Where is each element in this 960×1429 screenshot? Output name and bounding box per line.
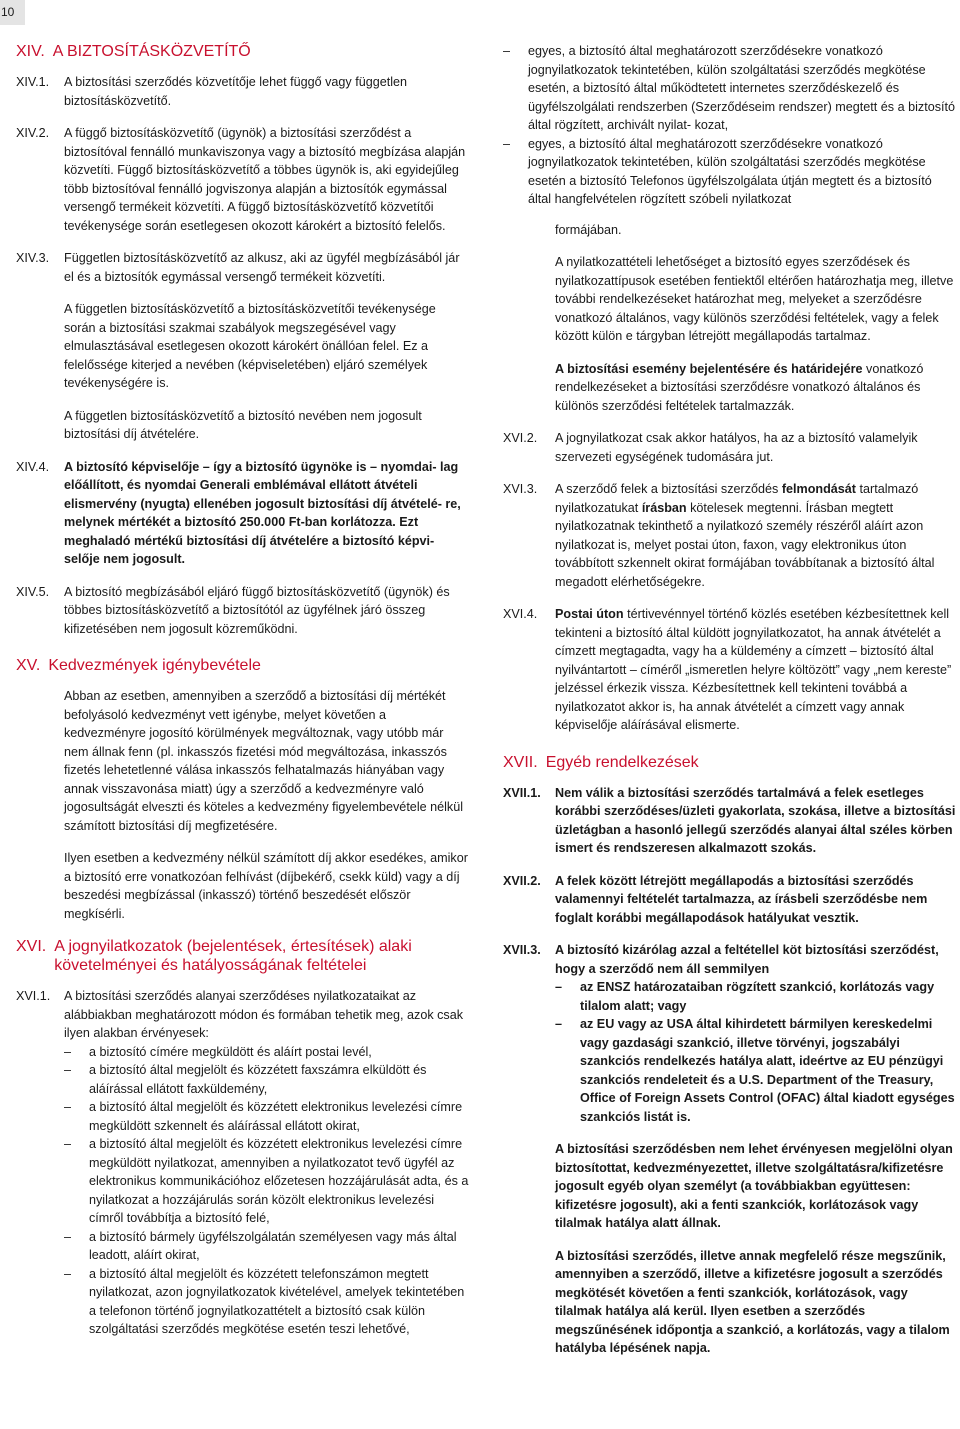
sanctions-list bbox=[555, 978, 957, 1126]
list-item: – a biztosító által megjelölt és közzétett telefonszámon megtett nyilatkozat, azon jognyilatkozatok kivételével, amelyek tekintetében a telefonon történő jognyilatkozattételt a biztosító csak külön szolgáltatási szerződés megkötése esetén teszi lehetővé, bbox=[64, 1265, 470, 1339]
clause-body bbox=[64, 987, 470, 1339]
text-run: A szerződő felek a biztosítási szerződés bbox=[555, 482, 782, 496]
paragraph: A nyilatkozattételi lehetőséget a biztosító egyes szerződések és nyilatkozattípusok esetében fentiektől eltérően határozhatja meg, illetve további rendelkezéseket határozhat meg, melyeket a szerződésre vonatkozó általános, vagy különös szerződési feltételek, vagy a felek között külön e tárgyban létrejött megállapodás tartalmaz. bbox=[555, 255, 954, 343]
clause-xiv-2 bbox=[16, 124, 470, 235]
text-run: tartalmazó nyilatkozatukat bbox=[555, 482, 919, 515]
clause-number: XIV.3. bbox=[16, 251, 50, 265]
list-item: – egyes, a biztosító által meghatározott szerződésekre vonatkozó jognyilatkozatok tekintetében, külön szolgáltatási szerződés megkötése esetén a biztosító Telefonos ügyfélszolgálata útján megtett és a biztosító által hangfelvételen rögzített szóbeli nyilatkozat bbox=[503, 135, 957, 209]
clause-xvi-2 bbox=[503, 429, 957, 466]
section-heading-xiv bbox=[16, 42, 470, 61]
clause-xvi-1 bbox=[16, 987, 470, 1339]
section-number: XVII. bbox=[503, 753, 538, 771]
clause-number: XVI.2. bbox=[503, 431, 538, 445]
declaration-forms-list-b bbox=[503, 42, 957, 209]
section-xv-body bbox=[64, 687, 470, 923]
paragraph: A biztosítási szerződésben nem lehet érvényesen megjelölni olyan biztosítottat, kedvezményezettet, illetve szolgáltatásra/kifizetésre jogosult egyéb olyan személyt (a továbbiakban együttesen: kifizetésre jogosult), aki a fenti szankciók, korlátozások vagy tilalmak hatálya alatt állnak. bbox=[555, 1142, 953, 1230]
bold-phrase: A biztosítási esemény bejelentésére és határidejére bbox=[555, 361, 863, 376]
list-item: – a biztosító által megjelölt és közzétett faxszámra elküldött és aláírással ellátott faxküldemény, bbox=[64, 1061, 470, 1098]
paragraph: Független biztosításközvetítő az alkusz, aki az ügyfél megbízásából jár el és a biztosítók egymással versengő termékeit közvetíti. bbox=[64, 251, 460, 284]
list-item: – az ENSZ határozataiban rögzített szankció, korlátozás vagy tilalom alatt; vagy bbox=[555, 978, 957, 1015]
clause-number: XVII.3. bbox=[503, 943, 541, 957]
list-item: – egyes, a biztosító által meghatározott szerződésekre vonatkozó jognyilatkozatok tekintetében, külön szolgáltatási szerződés megkötése esetén, a biztosító által működtetett internetes szerződéskezelő és ügyfélszolgálati rendszerben (Szerződéseim rendszer) megtett és a biztosító által rögzített, archivált nyilat- kozat, bbox=[503, 42, 957, 135]
clause-number: XIV.5. bbox=[16, 584, 50, 599]
clause-intro: A biztosító kizárólag azzal a feltétellel köt biztosítási szerződést, hogy a szerződő nem áll semmilyen bbox=[555, 943, 939, 976]
text-run: tértivevénnyel történő közlés esetében kézbesítettnek kell tekinteni a biztosító által küldött jognyilatkozatot, ha annak átvételét a címzett megtagadta, vagy ha a küldemény a címzett – biztosító által nyilvántartott – címéről „ismeretlen helyre költözött” vagy „nem kereste” jelzéssel érkezik vissza. Kézbesítettnek kell tekinteni továbbá a nyilatkozatot akkor is, ha annak átvételét a címzett vagy annak képviselője aláírásával elismerte. bbox=[555, 607, 952, 732]
clause-text-bold: Nem válik a biztosítási szerződés tartalmává a felek esetleges korábbi szerződéses/üzleti gyakorlata, szokása, illetve a biztosítási üzletágban a hasonló jellegű szerződés alanyai által széles körben ismert és rendszeresen alkalmazott szokás. bbox=[555, 785, 956, 855]
bold-phrase: Postai úton bbox=[555, 607, 624, 621]
list-item: – a biztosító bármely ügyfélszolgálatán személyesen vagy más által leadott, aláírt okirat, bbox=[64, 1228, 470, 1265]
section-title: A jognyilatkozatok (bejelentések, értesítések) alaki követelményei és hatályosságának feltételei bbox=[54, 938, 412, 974]
list-item: – a biztosító által megjelölt és közzétett elektronikus levelezési címre megküldött nyilatkozat, amennyiben a nyilatkozatot tevő ügyfél az elektronikus kommunikációhoz előzetesen hozzájárulását adta, és a nyilatkozat a hozzájárulás során közölt elektronikus levelezési címről továbbítja a biztosító felé, bbox=[64, 1135, 470, 1228]
clause-number: XVII.1. bbox=[503, 785, 541, 800]
clause-body-bold bbox=[555, 941, 957, 1358]
clause-text: A biztosító megbízásából eljáró függő biztosításközvetítő (ügynök) és többes biztosításközvetítő a biztosítótól az ügyfélnek járó összeg kifizetésében nem jogosult közreműködni. bbox=[64, 584, 450, 636]
clause-xvi-1-continued bbox=[528, 42, 957, 415]
clause-xvi-4 bbox=[503, 605, 957, 735]
section-title: Kedvezmények igénybevétele bbox=[48, 657, 261, 674]
section-number: XIV. bbox=[16, 43, 45, 60]
paragraph: A független biztosításközvetítő a biztosításközvetítői tevékenysége során a biztosítási szakmai szabályok megszegésével vagy elmulasztásával esetlegesen okozott károkért önállóan felel. Ez a felelőssége kiterjed a nevében (képviseletében) eljáró személyek tevékenységére is. bbox=[64, 302, 436, 390]
paragraph: A biztosítási szerződés, illetve annak megfelelő része megszűnik, amennyiben a szerződő, illetve a kifizetésre jogosult a szerződés megkötését követően a fenti szankciók, korlátozások, vagy tilalmak hatálya alá kerül. Ilyen esetben a szerződés megszűnésének időpontja a szankció, a korlátozás, vagy a tilalom hatályba lépésének napja. bbox=[555, 1248, 950, 1355]
section-number: XVI. bbox=[16, 938, 47, 955]
clause-number: XVI.1. bbox=[16, 989, 51, 1003]
clause-number: XIV.2. bbox=[16, 126, 50, 140]
clause-text-bold: A biztosító képviselője – így a biztosító ügynöke is – nyomdai- lag előállított, és nyomdai Generali emblémával ellátott átvételi elismervény (nyugta) ellenében jogosult biztosítási díj átvételé- re, melynek mértékét a biztosító 250.000 Ft-ban korlátozza. Ezt meghaladó mértékű biztosítási díj átvételére a biztosító képvi- selője nem jogosult. bbox=[64, 459, 461, 566]
paragraph: Abban az esetben, amennyiben a szerződő a biztosítási díj mértékét befolyásoló kedvezményt vett igénybe, melyet követően a kedvezményre jogosító körülmények megváltoznak, vagy utóbb már nem állnak fenn (pl. inkasszós fizetési mód megváltozása, inkasszós fizetés lehetetlenné válása inkasszós felhatalmazás hiányában vagy annak visszavonása miatt) úgy a szerződő a kedvezményre való jogosultságát elveszti és köteles a kedvezmény figyelembevétele nélkül számított biztosítási díj megfizetésére. bbox=[64, 689, 464, 833]
clause-xvii-2 bbox=[503, 872, 957, 928]
clause-body bbox=[64, 249, 470, 444]
page-number: 10 bbox=[0, 0, 25, 25]
section-heading-xvi bbox=[16, 937, 470, 975]
clause-text: A függő biztosításközvetítő (ügynök) a biztosítási szerződést a biztosítóval fennálló munkaviszonya vagy a biztosító megbízása alapján közvetíti. Függő biztosításközvetítő a többes ügynök is, aki egyidejűleg több biztosítóval fennálló jogviszonya alapján a biztosítók egymással versengő termékeit közvetíti. A függő biztosításközvetítő közvetítői tevékenysége során esetlegesen okozott károkért a biztosító felelős. bbox=[64, 126, 466, 233]
paragraph: Ilyen esetben a kedvezmény nélkül számított díj akkor esedékes, amikor a biztosító erre vonatkozóan felhívást (díjbekérő, csekk küld) vagy a díj beszedési megbízással (inkasszó) történő beszedését először megkísérli. bbox=[64, 851, 468, 921]
text-run: vonatkozó rendelkezéseket a biztosítási szerződésre vonatkozó általános és különös szerződési feltételek tartalmazzák. bbox=[555, 361, 924, 413]
clause-number: XIV.4. bbox=[16, 459, 50, 474]
clause-xiv-3 bbox=[16, 249, 470, 444]
clause-xvii-3 bbox=[503, 941, 957, 1358]
clause-number: XIV.1. bbox=[16, 75, 50, 89]
clause-text: A jognyilatkozat csak akkor hatályos, ha az a biztosító valamelyik szervezeti egységének tudomására jut. bbox=[555, 431, 918, 464]
clause-xvi-3 bbox=[503, 480, 957, 591]
list-item: – a biztosító címére megküldött és aláírt postai levél, bbox=[64, 1043, 470, 1062]
section-heading-xvii bbox=[503, 753, 957, 772]
clause-body bbox=[555, 605, 957, 735]
clause-body bbox=[555, 480, 957, 591]
clause-xiv-5 bbox=[16, 583, 470, 639]
bold-phrase: írásban bbox=[641, 500, 687, 515]
clause-number: XVI.4. bbox=[503, 607, 538, 621]
clause-number: XVI.3. bbox=[503, 482, 538, 496]
text-run: kötelesek megtenni. Írásban megtett nyilatkozatnak tekinthető a nyilatkozó személy részéről aláírt azon nyilatkozat is, melyet postai úton, faxon, vagy elektronikus úton továbbított szkennelt okirat formájában továbbítanak a biztosító által megadott elérhetőségekre. bbox=[555, 500, 935, 589]
paragraph: A független biztosításközvetítő a biztosító nevében nem jogosult biztosítási díj átvételére. bbox=[64, 408, 422, 441]
section-title: Egyéb rendelkezések bbox=[545, 753, 699, 771]
bold-phrase: felmondását bbox=[781, 482, 856, 496]
clause-xiv-4 bbox=[16, 458, 470, 569]
list-item: – az EU vagy az USA által kihirdetett bármilyen kereskedelmi vagy gazdasági szankció, illetve törvényi, jogszabályi szankciós rendelkezés hatálya alatt, ideértve az EU pénzügyi szankciós rendeleteit és a U.S. Department of the Treasury, Office of Foreign Assets Control (OFAC) által kiadott egységes szankciós listát is. bbox=[555, 1015, 957, 1126]
declaration-forms-list-a bbox=[64, 1043, 470, 1339]
clause-text-bold: A felek között létrejött megállapodás a biztosítási szerződés valamennyi feltételét tartalmazza, az írásbeli szerződésbe nem foglalt korábbi megállapodások hatályukat vesztik. bbox=[555, 873, 928, 925]
section-number: XV. bbox=[16, 657, 41, 674]
clause-intro: A biztosítási szerződés alanyai szerződéses nyilatkozataikat az alábbiakban meghatározott módon és formában tehetik meg, azok csak ilyen alakban érvényesek: bbox=[64, 989, 464, 1040]
section-heading-xv bbox=[16, 656, 470, 675]
clause-text: A biztosítási szerződés közvetítője lehet függő vagy független biztosításközvetítő. bbox=[64, 75, 408, 108]
right-column bbox=[503, 42, 957, 1372]
paragraph bbox=[555, 360, 957, 416]
section-title: A BIZTOSÍTÁSKÖZVETÍTŐ bbox=[52, 43, 251, 60]
list-item: – a biztosító által megjelölt és közzétett elektronikus levelezési címre megküldött szkennelt és aláírással ellátott okirat, bbox=[64, 1098, 470, 1135]
clause-number: XVII.2. bbox=[503, 873, 541, 888]
clause-xiv-1 bbox=[16, 73, 470, 110]
form-suffix: formájában. bbox=[555, 222, 622, 237]
clause-xvii-1 bbox=[503, 784, 957, 858]
left-column bbox=[16, 42, 470, 1353]
